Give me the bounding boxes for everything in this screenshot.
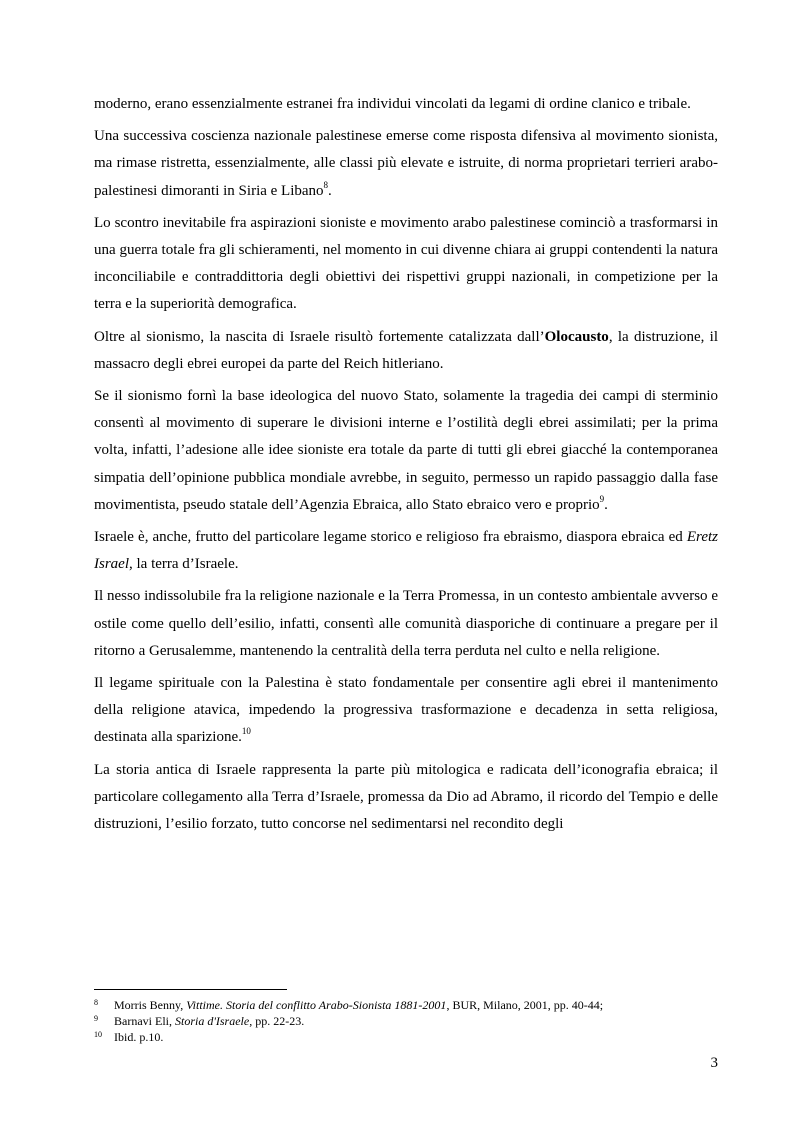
italic-text: Storia d'Israele,	[174, 1014, 253, 1028]
text-run: Barnavi Eli,	[114, 1014, 175, 1028]
text-run: .	[604, 496, 608, 513]
footnote-item: 10 Ibid. p.10.	[94, 1030, 164, 1044]
footnote-reference: 10	[241, 726, 251, 737]
paragraph	[94, 210, 718, 319]
footnote-item: 8 Morris Benny, Vittime. Storia del conflitto Arabo-Sionista 1881-2001, BUR, Milano, 2001, pp. 40-44;	[94, 998, 604, 1012]
text-run: Una successiva coscienza nazionale palestinese emerse come risposta difensiva al movimento sionista, ma rimase ristretta, essenzialmente, alle classi più elevate e istruite, di norma proprietari terrieri arabo-palestinesi dimoranti in Siria e Libano	[94, 128, 718, 199]
paragraph	[94, 524, 718, 578]
footnote-item: 9 Barnavi Eli, Storia d'Israele, pp. 22-23.	[94, 1014, 305, 1028]
text-run: , la distruzione, il massacro degli ebrei europei da parte del Reich hitleriano.	[94, 328, 718, 372]
text-run: , la terra d’Israele.	[129, 556, 239, 573]
text-run: La storia antica di Israele rappresenta la parte più mitologica e radicata dell’iconografia ebraica; il particolare collegamento alla Terra d’Israele, promessa da Dio ad Abramo, il ricordo del Tempio e delle distruzioni, l’esilio forzato, tutto concorse nel sedimentarsi nel recondito degli	[94, 761, 718, 833]
text-run: Ibid. p.10.	[114, 1030, 164, 1044]
paragraph	[94, 583, 718, 665]
footnote-text	[114, 1029, 163, 1045]
footnote-text	[114, 1013, 304, 1029]
paragraph	[94, 91, 718, 118]
footnotes	[94, 997, 718, 1045]
text-run: pp. 22-23.	[252, 1014, 305, 1028]
text-run: Israele è, anche, frutto del particolare legame storico e religioso fra ebraismo, diaspora ebraica ed	[94, 529, 687, 546]
text-run: Morris Benny,	[114, 998, 187, 1012]
document-body	[94, 91, 718, 838]
text-run: Lo scontro inevitabile fra aspirazioni sioniste e movimento arabo palestinese cominciò a trasformarsi in una guerra totale fra gli schieramenti, nel momento in cui divenne chiara ai gruppi contendenti la natura inconciliabile e contraddittoria degli obiettivi dei rispettivi gruppi nazionali, in competizione per la terra e la superiorità demografica.	[94, 214, 718, 313]
paragraph	[94, 670, 718, 752]
bold-text: Olocausto	[544, 328, 609, 345]
text-run: , BUR, Milano, 2001, pp. 40-44;	[446, 998, 604, 1012]
page-number: 3	[710, 1055, 718, 1071]
paragraph	[94, 757, 718, 839]
paragraph	[94, 123, 718, 205]
paragraph	[94, 383, 718, 519]
footnote-reference: 9	[599, 493, 605, 504]
text-run: Il nesso indissolubile fra la religione nazionale e la Terra Promessa, in un contesto ambientale avverso e ostile come quello dell’esilio, infatti, consentì alle comunità diasporiche di continuare a pregare per il ritorno a Gerusalemme, mantenendo la centralità della terra perduta nel culto e nella religione.	[94, 588, 718, 659]
italic-text: Eretz Israel	[94, 529, 718, 573]
footnote-reference: 8	[323, 179, 329, 190]
italic-text: Vittime. Storia del conflitto Arabo-Sionista 1881-2001	[186, 998, 447, 1012]
paragraph	[94, 324, 718, 378]
text-run: Oltre al sionismo, la nascita di Israele risultò fortemente catalizzata dall’	[94, 328, 545, 345]
text-run: Il legame spirituale con la Palestina è stato fondamentale per consentire agli ebrei il mantenimento della religione atavica, impedendo la progressiva trasformazione e decadenza in setta religiosa, destinata alla sparizione.	[94, 675, 718, 746]
text-run: .	[328, 182, 332, 199]
footnote-text	[114, 997, 603, 1013]
footnote-separator	[94, 989, 287, 990]
text-run: moderno, erano essenzialmente estranei fra individui vincolati da legami di ordine clanico e tribale.	[94, 96, 691, 112]
text-run: Se il sionismo fornì la base ideologica del nuovo Stato, solamente la tragedia dei campi di sterminio consentì al movimento di superare le divisioni interne e l’ostilità degli ebrei assimilati; per la prima volta, infatti, l’adesione alle idee sioniste era totale da parte di tutti gli ebrei giacché la contemporanea simpatia dell’opinione pubblica mondiale avrebbe, in seguito, permesso un rapido passaggio dalla fase movimentista, pseudo statale dell’Agenzia Ebraica, allo Stato ebraico vero e proprio	[94, 388, 718, 513]
